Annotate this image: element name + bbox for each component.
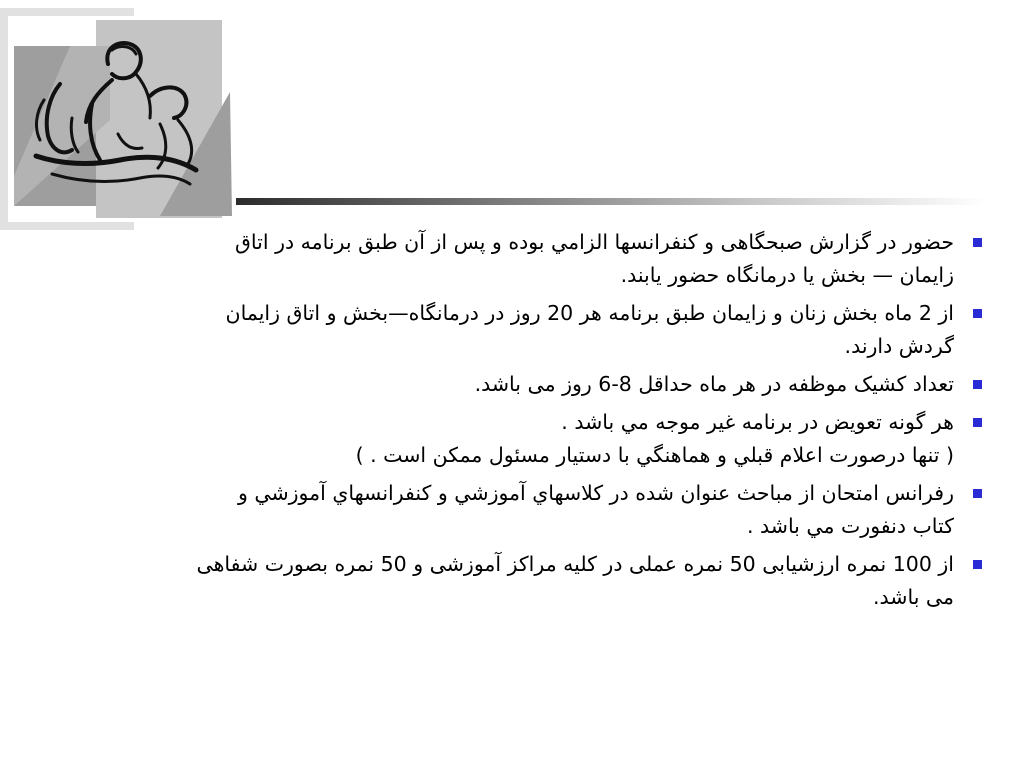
bullet-square-icon [973,489,982,498]
bullet-square-icon [973,309,982,318]
list-item [142,477,982,543]
bullet-list [142,226,982,619]
mother-and-child-icon [0,0,240,232]
bullet-text-line: هر گونه تعويض در برنامه غير موجه مي باشد . [561,410,954,434]
bullet-text-line: رفرانس امتحان از مباحث عنوان شده در کلاسهاي آموزشي و کنفرانسهاي آموزشي و [237,481,954,505]
bullet-text-line: از 2 ماه بخش زنان و زایمان طبق برنامه هر 20 روز در درمانگاه—بخش و اتاق زایمان [225,301,954,325]
list-item [142,548,982,614]
mother-and-child-logo [0,0,240,232]
bullet-text-line: می باشد. [873,585,954,609]
bullet-square-icon [973,560,982,569]
bullet-square-icon [973,380,982,389]
bullet-text-line: تعداد کشیک موظفه در هر ماه حداقل 8-6 روز می باشد. [474,372,954,396]
bullet-text-line: زایمان — بخش یا درمانگاه حضور یابند. [620,263,954,287]
bullet-square-icon [973,418,982,427]
bullet-text-line: کتاب دنفورت مي باشد . [746,514,954,538]
bullet-text-line: گردش دارند. [844,334,954,358]
decorative-divider [236,198,988,205]
list-item [142,406,982,472]
bullet-text-line: از 100 نمره ارزشیابی 50 نمره عملی در کلیه مراکز آموزشی و 50 نمره بصورت شفاهی [196,552,954,576]
bullet-text-line: حضور در گزارش صبحگاهی و کنفرانسها الزامي بوده و پس از آن طبق برنامه در اتاق [235,230,954,254]
list-item [142,368,982,401]
bullet-text-line: ( تنها درصورت اعلام قبلي و هماهنگي با دستيار مسئول ممکن است . ) [355,443,954,467]
bullet-square-icon [973,238,982,247]
list-item [142,226,982,292]
list-item [142,297,982,363]
